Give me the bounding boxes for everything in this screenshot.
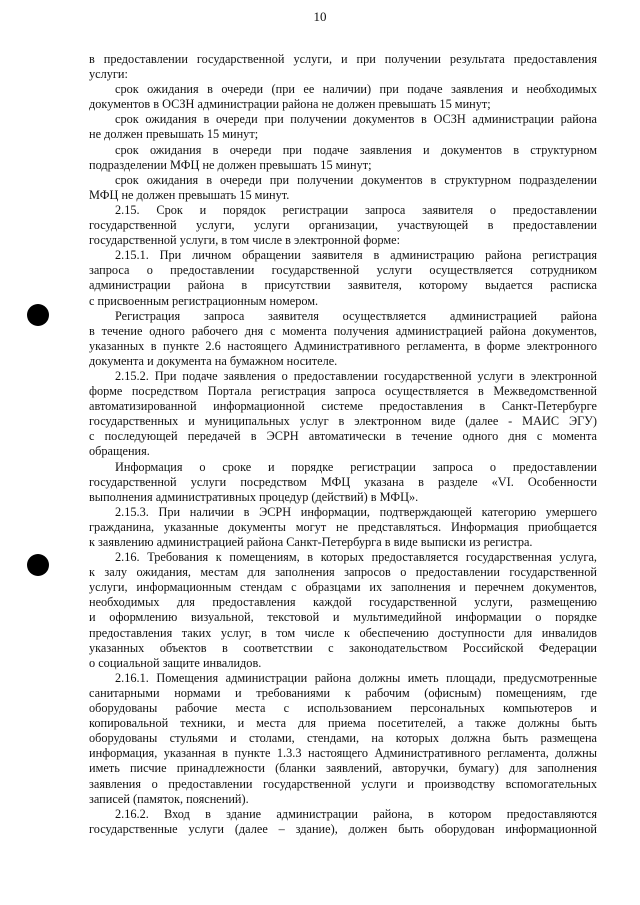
text-line: оборудованы стульями и столами, стендами, на которых должна быть размещена bbox=[89, 731, 597, 746]
text-line: в течение одного рабочего дня с момента получения администрацией района документов, bbox=[89, 323, 597, 338]
text-line: услуги, информационным стендам с образцами их заполнения и перечнем документов, bbox=[89, 580, 597, 595]
text-line: администрации района в присутствии заявителя, которому выдается расписка bbox=[89, 278, 597, 293]
text-line: к залу ожидания, местам для заполнения запросов о предоставлении государственной bbox=[89, 565, 597, 580]
text-line: записей (памяток, пояснений). bbox=[89, 791, 249, 806]
text-line: 2.16. Требования к помещениям, в которых предоставляется государственная услуга, bbox=[115, 550, 597, 565]
text-line: о социальной защите инвалидов. bbox=[89, 655, 262, 670]
text-line: информация, указанная в пункте 1.3.3 настоящего Административного регламента, должны bbox=[89, 746, 597, 761]
text-line: заявления о предоставлении государственной услуги и производству вспомогательных bbox=[89, 776, 597, 791]
text-line: Информация о сроке и порядке регистрации запроса о предоставлении bbox=[115, 459, 597, 474]
text-line: гражданина, указанные документы могут не представляться. Информация приобщается bbox=[89, 519, 597, 534]
text-line: указанных в пункте 2.6 настоящего Административного регламента, в форме электронного bbox=[89, 338, 597, 353]
text-line: государственной услуги, услуги организации, участвующей в предоставлении bbox=[89, 218, 597, 233]
text-line: автоматизированной информационной системе предоставления в Санкт-Петербурге bbox=[89, 399, 597, 414]
text-line: государственные услуги (далее – здание), должен быть оборудован информационной bbox=[89, 821, 597, 836]
text-line: 2.15.2. При подаче заявления о предоставлении государственной услуги в электронной bbox=[115, 368, 597, 383]
text-line: 2.15.1. При личном обращении заявителя в администрацию района регистрация bbox=[115, 248, 597, 263]
document-body bbox=[89, 52, 597, 837]
text-line: предоставления таких услуг, в том числе к обеспечению доступности для инвалидов bbox=[89, 625, 597, 640]
text-line: с последующей передачей в ЭСРН автоматически в течение одного дня с момента bbox=[89, 429, 597, 444]
text-line: МФЦ не должен превышать 15 минут. bbox=[89, 187, 290, 202]
text-line: срок ожидания в очереди при получении документов в ОСЗН администрации района bbox=[115, 112, 597, 127]
text-line: 2.15.3. При наличии в ЭСРН информации, подтверждающей категорию умершего bbox=[115, 504, 597, 519]
text-line: документов в ОСЗН администрации района не должен превышать 15 минут; bbox=[89, 97, 491, 112]
text-line: и оформлению визуальной, текстовой и мультимедийной информации о порядке bbox=[89, 610, 597, 625]
punch-hole-mark bbox=[27, 554, 49, 576]
text-line: подразделении МФЦ не должен превышать 15 минут; bbox=[89, 157, 372, 172]
text-line: срок ожидания в очереди при подаче заявления и документов в структурном bbox=[115, 142, 597, 157]
page-number: 10 bbox=[313, 9, 327, 24]
text-line: не должен превышать 15 минут; bbox=[89, 127, 259, 142]
text-line: 2.16.1. Помещения администрации района должны иметь площади, предусмотренные bbox=[115, 670, 597, 685]
text-line: копировальной техники, и места для приема посетителей, а также должны быть bbox=[89, 716, 597, 731]
text-line: необходимых для предоставления каждой государственной услуги, размещению bbox=[89, 595, 597, 610]
text-line: государственных и муниципальных услуг в электронном виде (далее - МАИС ЭГУ) bbox=[89, 414, 597, 429]
text-line: оборудованы рабочие места с использованием персональных компьютеров и bbox=[89, 701, 597, 716]
text-line: в предоставлении государственной услуги, и при получении результата предоставления bbox=[89, 52, 597, 66]
text-line: услуги: bbox=[89, 67, 128, 82]
text-line: указанных объектов в соответствии с законодательством Российской Федерации bbox=[89, 640, 597, 655]
text-line: 2.16.2. Вход в здание администрации района, в котором предоставляются bbox=[115, 806, 597, 821]
text-line: срок ожидания в очереди при получении документов в структурном подразделении bbox=[115, 172, 597, 187]
text-line: иметь писчие принадлежности (бланки заявлений, авторучки, бумагу) для заполнения bbox=[89, 761, 597, 776]
text-line: к заявлению администрацией района Санкт-Петербурга в виде выписки из регистра. bbox=[89, 535, 533, 549]
text-line: с присвоенным регистрационным номером. bbox=[89, 293, 319, 308]
text-line: санитарными нормами и требованиями к рабочим (офисным) помещениям, где bbox=[89, 685, 597, 700]
text-line: 2.15. Срок и порядок регистрации запроса заявителя о предоставлении bbox=[115, 202, 597, 217]
text-line: запроса о предоставлении государственной услуги осуществляется сотрудником bbox=[89, 263, 597, 278]
text-line: документа и документа на бумажном носителе. bbox=[89, 353, 338, 368]
text-line: обращения. bbox=[89, 444, 150, 459]
text-line: выполнения административных процедур (действий) в МФЦ». bbox=[89, 489, 419, 504]
text-line: Регистрация запроса заявителя осуществляется администрацией района bbox=[115, 308, 597, 323]
text-line: государственной услуги, в том числе в электронной форме: bbox=[89, 233, 400, 248]
text-line: срок ожидания в очереди (при ее наличии) при подаче заявления и необходимых bbox=[115, 82, 597, 97]
text-line: государственной услуги посредством МФЦ указана в разделе «VI. Особенности bbox=[89, 474, 597, 489]
text-line: форме посредством Портала регистрация запроса осуществляется в Межведомственной bbox=[89, 384, 597, 399]
punch-hole-mark bbox=[27, 304, 49, 326]
